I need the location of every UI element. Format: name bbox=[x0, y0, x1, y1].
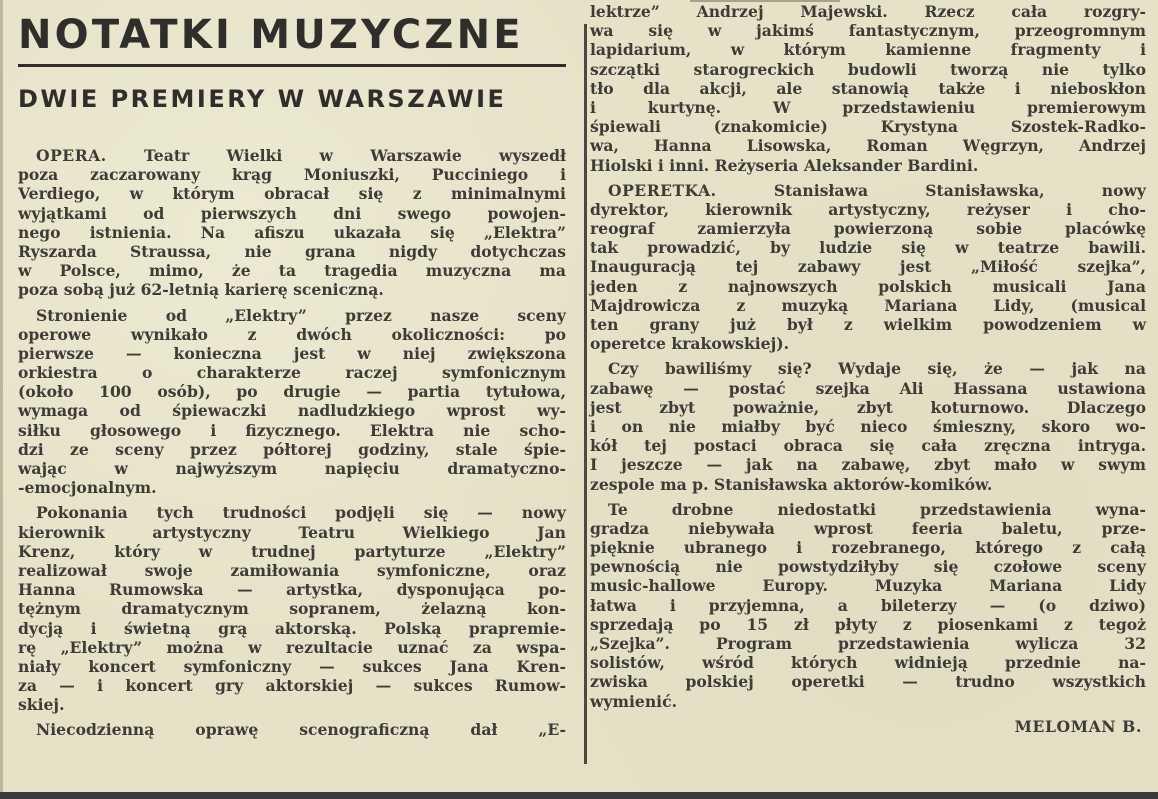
scan-bottom-edge bbox=[0, 792, 1158, 799]
text-line: kół tej postaci obraca się cała zręczna intryga. bbox=[590, 436, 1146, 456]
text-line: Inauguracją tej zabawy jest „Miłość szejka”, bbox=[590, 257, 1146, 277]
text-line: Ryszarda Straussa, nie grana nigdy dotychczas bbox=[18, 241, 566, 261]
text-line: i kurtynę. W przedstawieniu premierowym bbox=[590, 97, 1146, 117]
paragraph bbox=[590, 2, 1146, 175]
text-line: tło dla akcji, ale stanowią także i nieboskłon bbox=[590, 78, 1146, 98]
text-line: poza sobą już 62-letnią karierę sceniczną. bbox=[18, 280, 384, 300]
paragraph bbox=[18, 306, 566, 498]
text-line: kierownik artystyczny Teatru Wielkiego Jan bbox=[18, 522, 566, 542]
page-left-edge bbox=[0, 0, 3, 792]
text-line: pięknie ubranego i rozebranego, którego z całą bbox=[590, 538, 1146, 558]
text-line: Te drobne niedostatki przedstawienia wyna- bbox=[608, 499, 1146, 519]
text-line: wyjątkami od pierwszych dni swego powojen- bbox=[18, 203, 566, 223]
text-line: tężnym dramatycznym sopranem, żelazną kon- bbox=[18, 599, 566, 619]
text-line: dyrektor, kierownik artystyczny, reżyser i cho- bbox=[590, 199, 1146, 219]
text-line: Krenz, który w trudnej partyturze „Elektry” bbox=[18, 541, 566, 561]
title-rule bbox=[18, 64, 566, 67]
paragraph-opera bbox=[18, 146, 566, 300]
text-line: tak prowadzić, by ludzie się w teatrze bawili. bbox=[590, 238, 1146, 258]
text-line: w Polsce, mimo, że ta tragedia muzyczna ma bbox=[18, 261, 566, 281]
paragraph bbox=[18, 720, 566, 739]
text-line: Czy bawiliśmy się? Wydaje się, że — jak na bbox=[608, 359, 1146, 379]
left-column bbox=[18, 146, 566, 746]
right-column bbox=[590, 2, 1146, 736]
text-line: pierwsze — konieczna jest w niej zwiększona bbox=[18, 343, 566, 363]
text-line: Niecodzienną oprawę scenograficzną dał „E- bbox=[36, 720, 566, 740]
text-line: jeden z najnowszych polskich musicali Jana bbox=[590, 276, 1146, 296]
section-lead-operetka: OPERETKA. bbox=[608, 180, 717, 200]
masthead bbox=[18, 14, 568, 113]
text-line: dycją i świetną grą aktorską. Polską prapremie- bbox=[18, 618, 566, 638]
text-line: reograf zamierzyła powierzoną sobie placówkę bbox=[590, 219, 1146, 239]
text-line: I jeszcze — jak na zabawę, zbyt mało w swym bbox=[590, 455, 1146, 475]
text-line: łatwa i przyjemna, a bileterzy — (o dziwo) bbox=[590, 595, 1146, 615]
text-line: wa, Hanna Lisowska, Roman Węgrzyn, Andrzej bbox=[590, 136, 1146, 156]
text-line: music-hallowe Europy. Muzyka Mariana Lidy bbox=[590, 576, 1146, 596]
author-signature: MELOMAN B. bbox=[1014, 716, 1142, 736]
text-line: gradza niebywała wprost feeria baletu, prze- bbox=[590, 518, 1146, 538]
text-line: ten grany już był z wielkim powodzeniem w bbox=[590, 315, 1146, 334]
text-line: orkiestra o charakterze raczej symfonicznym bbox=[18, 363, 566, 383]
text-line: śpiewali (znakomicie) Krystyna Szostek-Radko- bbox=[590, 117, 1146, 137]
text-line: za — i koncert gry aktorskiej — sukces Rumow- bbox=[18, 676, 566, 696]
column-divider bbox=[584, 24, 587, 764]
text-line: jest zbyt poważnie, zbyt koturnowo. Dlaczego bbox=[590, 397, 1146, 417]
text-line: Hanna Rumowska — artystka, dysponująca po- bbox=[18, 580, 566, 600]
text-line: OPERA. Teatr Wielki w Warszawie wyszedł bbox=[36, 146, 566, 165]
text-line: wymaga od śpiewaczki nadludzkiego wprost wy- bbox=[18, 401, 566, 421]
text-line: nego istnienia. Na afiszu ukazała się „Elektra” bbox=[18, 222, 566, 242]
text-line: operowe wynikało z dwóch okoliczności: po bbox=[18, 324, 566, 344]
text-line: OPERETKA. Stanisława Stanisławska, nowy bbox=[608, 180, 1146, 200]
text-line: wymienić. bbox=[590, 691, 678, 711]
text-line: skiej. bbox=[18, 695, 65, 715]
text-line: Majdrowicza z muzyką Mariana Lidy, (musical bbox=[590, 295, 1146, 315]
text-line: operetce krakowskiej). bbox=[590, 334, 790, 354]
text-line: rę „Elektry” można w rezultacie uznać za wspa- bbox=[18, 637, 566, 657]
text-line: Stronienie od „Elektry” przez nasze sceny bbox=[36, 305, 566, 325]
text-line: wa się w jakimś fantastycznym, przeogromnym bbox=[590, 21, 1146, 41]
paragraph bbox=[18, 503, 566, 714]
text-line: realizował swoje zamiłowania symfoniczne, oraz bbox=[18, 560, 566, 580]
text-line: (około 100 osób), po drugie — partia tytułowa, bbox=[18, 382, 566, 402]
text-line: Verdiego, w którym obracał się z minimalnymi bbox=[18, 184, 566, 204]
text-line: poza zaczarowany krąg Moniuszki, Pucciniego i bbox=[18, 165, 566, 185]
text-line: dzi ze sceny przez półtorej godziny, stale śpie- bbox=[18, 439, 566, 459]
text-line: pewnością nie powstydziłyby się czołowe sceny bbox=[590, 557, 1146, 577]
section-lead-opera: OPERA. bbox=[36, 146, 107, 165]
text-line: Hiolski i inni. Reżyseria Aleksander Bardini. bbox=[590, 155, 979, 175]
text-line: lektrze” Andrzej Majewski. Rzecz cała rozgry- bbox=[590, 2, 1146, 21]
section-title: NOTATKI MUZYCZNE bbox=[18, 12, 524, 58]
text-line: zabawę — postać szejka Ali Hassana ustawiona bbox=[590, 378, 1146, 398]
text-line: i on nie miałby być nieco śmieszny, skoro wo- bbox=[590, 416, 1146, 436]
paragraph-operetka bbox=[590, 181, 1146, 354]
text-line: zwiska polskiej operetki — trudno wszystkich bbox=[590, 672, 1146, 692]
text-line: -emocjonalnym. bbox=[18, 478, 157, 498]
article-headline: DWIE PREMIERY W WARSZAWIE bbox=[18, 85, 507, 113]
text-line: solistów, wśród których widnieją przednie na- bbox=[590, 653, 1146, 673]
paragraph bbox=[590, 359, 1146, 493]
paragraph bbox=[590, 500, 1146, 711]
text-line: lapidarium, w którym kamienne fragmenty i bbox=[590, 40, 1146, 60]
text-line: wając w najwyższym napięciu dramatyczno- bbox=[18, 459, 566, 478]
text-line: zespole ma p. Stanisławska aktorów-komików. bbox=[590, 474, 993, 494]
text-line: „Szejka”. Program przedstawienia wylicza 32 bbox=[590, 634, 1146, 653]
text-line: Pokonania tych trudności podjęli się — nowy bbox=[36, 503, 566, 523]
text-line: siłku głosowego i fizycznego. Elektra nie scho- bbox=[18, 420, 566, 440]
text-line: sprzedają po 15 zł płyty z piosenkami z tegoż bbox=[590, 614, 1146, 634]
text-line: niały koncert symfoniczny — sukces Jana Kren- bbox=[18, 656, 566, 676]
text-line: szczątki starogreckich budowli tworzą nie tylko bbox=[590, 59, 1146, 79]
